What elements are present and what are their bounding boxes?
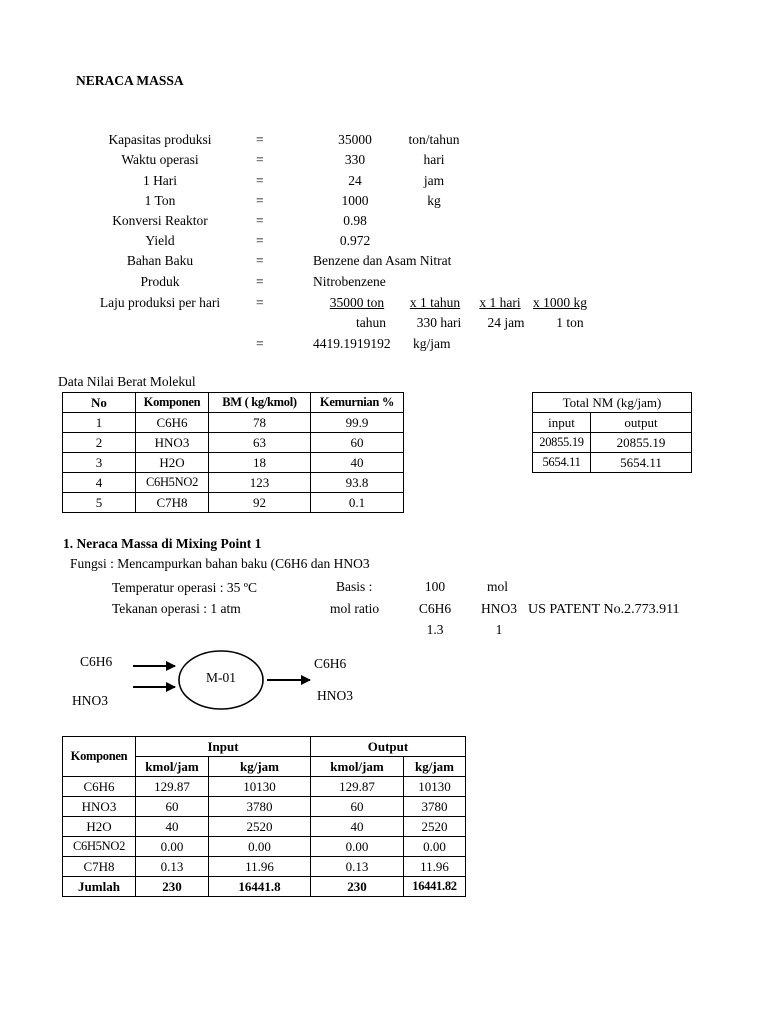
- fraction-numerator: x 1 hari: [479, 295, 521, 310]
- table-cell: 92: [209, 493, 311, 513]
- table-header: Komponen: [63, 737, 136, 777]
- table-cell: 2: [63, 433, 136, 453]
- fraction-numerator: x 1000 kg: [533, 295, 587, 310]
- param-unit: jam: [423, 173, 445, 188]
- table-cell: 0.13: [311, 857, 404, 877]
- param-equals: =: [256, 295, 264, 310]
- fraction-denominator: tahun: [356, 315, 386, 330]
- param-label: 1 Ton: [144, 193, 176, 208]
- param-label: Bahan Baku: [126, 253, 194, 268]
- bm-table-caption: Data Nilai Berat Molekul: [58, 374, 196, 389]
- table-cell: 40: [311, 453, 404, 473]
- table-cell: 129.87: [136, 777, 209, 797]
- param-label: Yield: [145, 233, 175, 248]
- ratio-c6h6: C6H6: [418, 601, 452, 616]
- table-cell: 0.00: [136, 837, 209, 857]
- table-cell: 3: [63, 453, 136, 473]
- fraction-numerator: 35000 ton: [329, 295, 385, 310]
- ratio-hno3-value: 1: [495, 622, 503, 637]
- table-cell: 16441.8: [209, 877, 311, 897]
- table-row: [63, 817, 466, 837]
- tekanan-text: Tekanan operasi : 1 atm: [112, 601, 241, 616]
- basis-value: 100: [424, 579, 446, 594]
- table-cell: 40: [136, 817, 209, 837]
- table-cell: C6H6: [63, 777, 136, 797]
- param-value: 0.972: [339, 233, 371, 248]
- param-unit: kg: [427, 193, 441, 208]
- table-cell: 60: [136, 797, 209, 817]
- table-cell: 0.00: [209, 837, 311, 857]
- table-cell: Jumlah: [63, 877, 136, 897]
- table-cell: 2520: [404, 817, 466, 837]
- table-header: Output: [311, 737, 466, 757]
- table-header: Kemurnian %: [311, 393, 404, 413]
- table-cell: 4: [63, 473, 136, 493]
- table-header: kg/jam: [209, 757, 311, 777]
- table-cell: C6H5NO2: [63, 837, 136, 857]
- table-cell: 10130: [209, 777, 311, 797]
- table-cell: 0.00: [311, 837, 404, 857]
- table-cell: 1: [63, 413, 136, 433]
- param-label: Produk: [140, 274, 180, 289]
- table-cell: 3780: [404, 797, 466, 817]
- param-value: 1000: [341, 193, 369, 208]
- diagram-input-2: HNO3: [72, 693, 108, 708]
- table-cell: 40: [311, 817, 404, 837]
- section-heading: 1. Neraca Massa di Mixing Point 1: [63, 536, 262, 551]
- mass-balance-table: [62, 736, 466, 897]
- table-cell: 0.00: [404, 837, 466, 857]
- table-header-row: [63, 737, 466, 757]
- param-label: Laju produksi per hari: [99, 295, 221, 310]
- table-cell: 63: [209, 433, 311, 453]
- table-cell: 5654.11: [591, 453, 692, 473]
- table-cell: H2O: [136, 453, 209, 473]
- table-cell: C7H8: [136, 493, 209, 513]
- temperatur-text: Temperatur operasi : 35 ºC: [112, 580, 257, 595]
- table-cell: 10130: [404, 777, 466, 797]
- fraction-denominator: 330 hari: [416, 315, 462, 330]
- ratio-c6h6-value: 1.3: [426, 622, 444, 637]
- param-equals: =: [256, 233, 264, 248]
- param-label: Kapasitas produksi: [108, 132, 212, 147]
- table-cell: 0.1: [311, 493, 404, 513]
- diagram-output-2: HNO3: [317, 688, 353, 703]
- table-cell: 2520: [209, 817, 311, 837]
- param-equals: =: [256, 274, 264, 289]
- param-equals: =: [256, 336, 264, 351]
- table-cell: C6H6: [136, 413, 209, 433]
- mol-ratio-label: mol ratio: [330, 601, 380, 616]
- table-row: [63, 837, 466, 857]
- table-cell: C6H5NO2: [136, 473, 209, 493]
- table-cell: 11.96: [209, 857, 311, 877]
- table-header: kmol/jam: [311, 757, 404, 777]
- table-row: [63, 857, 466, 877]
- param-label: Konversi Reaktor: [112, 213, 208, 228]
- fraction-denominator: 1 ton: [556, 315, 584, 330]
- param-value: Nitrobenzene: [313, 274, 386, 289]
- table-cell: HNO3: [63, 797, 136, 817]
- table-cell: HNO3: [136, 433, 209, 453]
- param-equals: =: [256, 152, 264, 167]
- basis-unit: mol: [487, 579, 509, 594]
- diagram-unit-label: M-01: [206, 670, 236, 685]
- table-cell: 20855.19: [591, 433, 692, 453]
- param-unit: hari: [423, 152, 445, 167]
- param-label: Waktu operasi: [121, 152, 199, 167]
- param-label: 1 Hari: [142, 173, 178, 188]
- table-cell: 93.8: [311, 473, 404, 493]
- table-row: [63, 797, 466, 817]
- table-header: kmol/jam: [136, 757, 209, 777]
- table-cell: 129.87: [311, 777, 404, 797]
- fraction-numerator: x 1 tahun: [409, 295, 461, 310]
- table-cell: 11.96: [404, 857, 466, 877]
- table-header: Input: [136, 737, 311, 757]
- table-cell: 0.13: [136, 857, 209, 877]
- table-cell: 123: [209, 473, 311, 493]
- table-cell: 230: [136, 877, 209, 897]
- table-header: input: [533, 413, 591, 433]
- param-equals: =: [256, 213, 264, 228]
- diagram-output-1: C6H6: [314, 656, 347, 671]
- table-title: Total NM (kg/jam): [533, 393, 692, 413]
- param-equals: =: [256, 132, 264, 147]
- table-cell: C7H8: [63, 857, 136, 877]
- laju-result-unit: kg/jam: [413, 336, 451, 351]
- param-equals: =: [256, 193, 264, 208]
- diagram-input-1: C6H6: [80, 654, 113, 669]
- table-total-row: [63, 877, 466, 897]
- param-unit: ton/tahun: [408, 132, 460, 147]
- fungsi-text: Fungsi : Mencampurkan bahan baku (C6H6 dan HNO3: [70, 556, 370, 571]
- param-value: Benzene dan Asam Nitrat: [313, 253, 452, 268]
- table-cell: H2O: [63, 817, 136, 837]
- laju-result: 4419.1919192: [313, 336, 391, 351]
- table-header: output: [591, 413, 692, 433]
- patent-text: US PATENT No.2.773.911: [528, 602, 680, 617]
- param-equals: =: [256, 253, 264, 268]
- fraction-denominator: 24 jam: [487, 315, 525, 330]
- param-value: 0.98: [343, 213, 367, 228]
- table-header: kg/jam: [404, 757, 466, 777]
- table-cell: 99.9: [311, 413, 404, 433]
- table-cell: 5: [63, 493, 136, 513]
- basis-label: Basis :: [336, 579, 373, 594]
- table-header: Komponen: [136, 393, 209, 413]
- param-value: 35000: [338, 132, 372, 147]
- table-row: [63, 777, 466, 797]
- table-cell: 60: [311, 797, 404, 817]
- table-cell: 3780: [209, 797, 311, 817]
- table-cell: 16441.82: [404, 877, 466, 897]
- param-equals: =: [256, 173, 264, 188]
- table-cell: 230: [311, 877, 404, 897]
- table-header: BM ( kg/kmol): [209, 393, 311, 413]
- ratio-hno3: HNO3: [481, 601, 517, 616]
- table-cell: 78: [209, 413, 311, 433]
- table-cell: 18: [209, 453, 311, 473]
- param-value: 24: [348, 173, 362, 188]
- page-title: NERACA MASSA: [76, 73, 184, 88]
- table-cell: 5654.11: [533, 453, 591, 473]
- table-cell: 20855.19: [533, 433, 591, 453]
- param-value: 330: [344, 152, 366, 167]
- table-cell: 60: [311, 433, 404, 453]
- table-header: No: [63, 393, 136, 413]
